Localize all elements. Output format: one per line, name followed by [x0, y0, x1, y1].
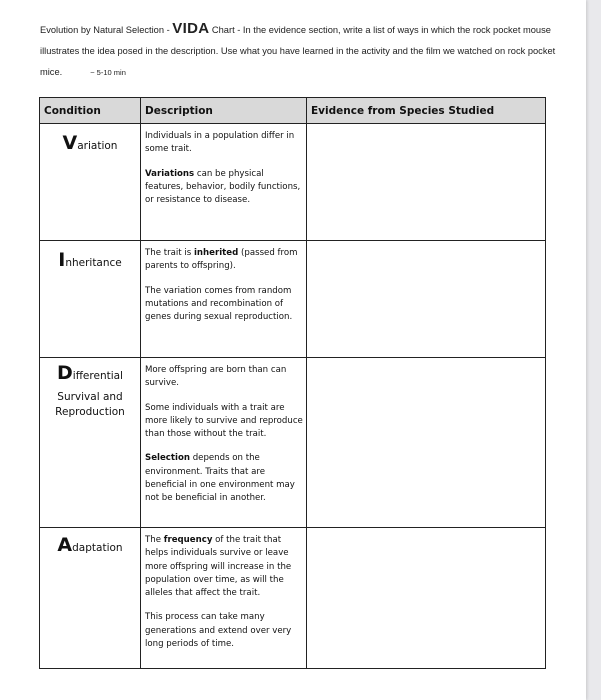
condition-letter: V: [62, 132, 78, 154]
description-paragraph: [145, 364, 303, 391]
condition-rest: ifferential: [72, 370, 123, 382]
header-description: Description: [141, 98, 307, 124]
intro-instructions: - In the evidence section, write a list of ways in which the rock pocket mouse illustrates the idea posed in the description. Use what you have learned in the activity and the film we watched on rock pocket mice.: [40, 25, 556, 77]
description-paragraph: [145, 611, 303, 651]
desc-text: (passed from parents to offspring).: [145, 248, 298, 272]
desc-bold: Selection: [145, 453, 190, 464]
condition-rest: ariation: [77, 140, 118, 152]
description-cell: [141, 124, 307, 241]
desc-bold: Variations: [145, 168, 195, 179]
vida-table: [39, 97, 546, 669]
condition-rest: daptation: [72, 542, 123, 554]
description-cell: [141, 528, 307, 669]
vida-title: VIDA: [172, 20, 210, 37]
description-paragraph: [145, 285, 303, 325]
condition-rest: nheritance: [65, 257, 122, 269]
condition-cell: [40, 358, 141, 528]
evidence-cell[interactable]: [307, 528, 546, 669]
desc-text: Individuals in a population differ in some trait.: [145, 131, 295, 155]
description-paragraph: [145, 247, 303, 274]
table-row-variation: [40, 124, 546, 241]
instructions: [40, 18, 570, 83]
condition-subtitle: Survival and Reproduction: [55, 391, 125, 418]
desc-text: The variation comes from random mutations and recombination of genes during sexual reproduction.: [145, 285, 293, 323]
intro-chart-word: Chart: [209, 25, 235, 35]
description-paragraph: [145, 130, 303, 157]
intro-title: Evolution by Natural Selection -: [40, 25, 173, 35]
desc-text: Some individuals with a trait are more likely to survive and reproduce than those without the trait.: [145, 402, 303, 440]
desc-text: More offspring are born than can survive.: [145, 365, 287, 389]
evidence-cell[interactable]: [307, 124, 546, 241]
description-paragraph: [145, 168, 303, 208]
condition-letter: D: [57, 362, 73, 384]
description-cell: [141, 241, 307, 358]
condition-letter: I: [58, 249, 66, 271]
time-estimate: ~ 5-10 min: [90, 68, 126, 77]
description-paragraph: [145, 452, 303, 505]
header-condition: Condition: [40, 98, 141, 124]
header-evidence: Evidence from Species Studied: [307, 98, 546, 124]
desc-text: The: [145, 535, 164, 545]
condition-cell: [40, 241, 141, 358]
desc-bold: inherited: [193, 248, 239, 258]
desc-text: of the trait that helps individuals survive or leave more offspring will increase in the population over time, as will the alleles that affect the trait.: [145, 535, 292, 599]
table-row-inheritance: [40, 241, 546, 358]
description-paragraph: [145, 402, 303, 442]
description-paragraph: [145, 534, 303, 600]
table-row-differential: [40, 358, 546, 528]
condition-cell: [40, 528, 141, 669]
desc-text: This process can take many generations and extend over very long periods of time.: [145, 612, 292, 650]
header-row: [40, 98, 546, 124]
desc-text: can be physical features, behavior, bodily functions, or resistance to disease.: [145, 168, 301, 206]
desc-text: The trait is: [145, 248, 194, 258]
desc-text: depends on the environment. Traits that are beneficial in one environment may not be beneficial in another.: [145, 453, 295, 504]
condition-letter: A: [57, 534, 73, 556]
table-row-adaptation: [40, 528, 546, 669]
evidence-cell[interactable]: [307, 241, 546, 358]
desc-bold: frequency: [163, 535, 213, 545]
condition-cell: [40, 124, 141, 241]
evidence-cell[interactable]: [307, 358, 546, 528]
description-cell: [141, 358, 307, 528]
